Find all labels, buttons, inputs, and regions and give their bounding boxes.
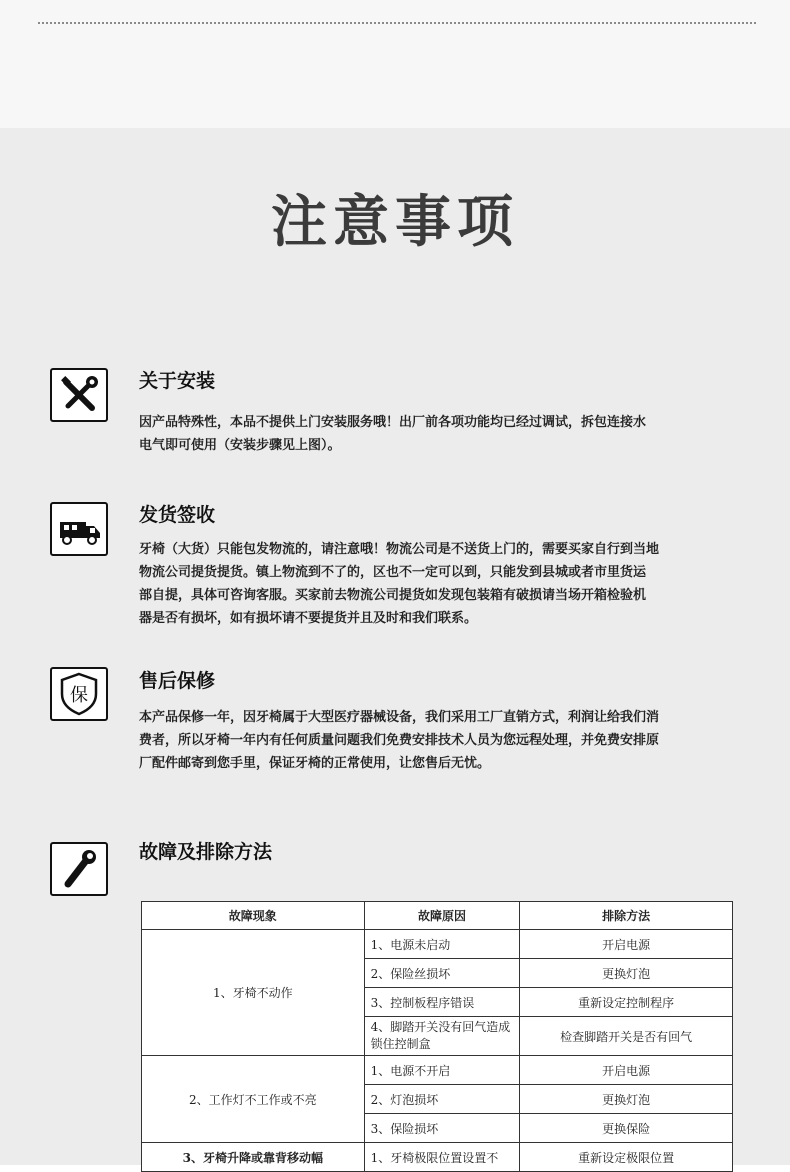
body-line: 电气即可使用（安装步骤见上图）。 xyxy=(139,438,341,453)
body-line: 本产品保修一年，因牙椅属于大型医疗器械设备，我们采用工厂直销方式，利润让给我们消 xyxy=(139,710,660,725)
fix-cell: 开启电源 xyxy=(520,930,733,959)
section-body-shipping xyxy=(139,538,729,630)
warranty-char: 保 xyxy=(70,685,88,706)
table-row xyxy=(142,1056,733,1085)
fix-cell: 更换保险 xyxy=(520,1114,733,1143)
wrench-icon xyxy=(50,842,108,896)
header-symptom: 故障现象 xyxy=(142,902,365,930)
body-line: 费者，所以牙椅一年内有任何质量问题我们免费安排技术人员为您远程处理，并免费安排原 xyxy=(139,733,660,748)
section-body-warranty xyxy=(139,706,729,775)
body-line: 牙椅（大货）只能包发物流的，请注意哦！物流公司是不送货上门的，需要买家自行到当地 xyxy=(139,542,660,557)
fix-cell: 更换灯泡 xyxy=(520,1085,733,1114)
symptom-cell: 3、牙椅升降或靠背移动幅 xyxy=(142,1143,365,1172)
body-line: 厂配件邮寄到您手里，保证牙椅的正常使用，让您售后无忧。 xyxy=(139,756,491,771)
section-body-install xyxy=(139,411,729,457)
fix-cell: 更换灯泡 xyxy=(520,959,733,988)
cause-cell: 3、保险损坏 xyxy=(364,1114,520,1143)
cause-cell: 2、保险丝损坏 xyxy=(364,959,520,988)
cause-cell: 1、牙椅极限位置设置不 xyxy=(364,1143,520,1172)
header-fix: 排除方法 xyxy=(520,902,733,930)
header-cause: 故障原因 xyxy=(364,902,520,930)
fix-cell: 开启电源 xyxy=(520,1056,733,1085)
body-line: 因产品特殊性，本品不提供上门安装服务哦！出厂前各项功能均已经过调试，拆包连接水 xyxy=(139,415,647,430)
truck-icon xyxy=(50,502,108,556)
symptom-cell: 2、工作灯不工作或不亮 xyxy=(142,1056,365,1143)
section-title-troubleshoot: 故障及排除方法 xyxy=(139,841,273,863)
dotted-divider xyxy=(38,22,756,24)
section-title-install: 关于安装 xyxy=(139,370,216,392)
fix-cell: 重新设定控制程序 xyxy=(520,988,733,1017)
section-title-warranty: 售后保修 xyxy=(139,670,216,692)
table-header-row xyxy=(142,902,733,930)
table-row xyxy=(142,1143,733,1172)
tools-icon xyxy=(50,368,108,422)
body-line: 物流公司提货提货。镇上物流到不了的，区也不一定可以到，只能发到县城或者市里货运 xyxy=(139,565,647,580)
cause-cell: 1、电源未启动 xyxy=(364,930,520,959)
fix-cell: 重新设定极限位置 xyxy=(520,1143,733,1172)
fix-cell: 检查脚踏开关是否有回气 xyxy=(520,1017,733,1056)
cause-cell: 3、控制板程序错误 xyxy=(364,988,520,1017)
cause-cell: 4、脚踏开关没有回气造成锁住控制盒 xyxy=(364,1017,520,1056)
cause-cell: 2、灯泡损坏 xyxy=(364,1085,520,1114)
symptom-cell: 1、牙椅不动作 xyxy=(142,930,365,1056)
top-band xyxy=(0,0,790,128)
body-line: 部自提，具体可咨询客服。买家前去物流公司提货如发现包装箱有破损请当场开箱检验机 xyxy=(139,588,647,603)
fault-table xyxy=(141,901,733,1172)
table-row xyxy=(142,930,733,959)
cause-cell: 1、电源不开启 xyxy=(364,1056,520,1085)
body-line: 器是否有损坏，如有损坏请不要提货并且及时和我们联系。 xyxy=(139,611,478,626)
section-title-shipping: 发货签收 xyxy=(139,504,216,526)
warranty-shield-icon xyxy=(50,667,108,721)
page-title: 注意事项 xyxy=(271,190,519,255)
